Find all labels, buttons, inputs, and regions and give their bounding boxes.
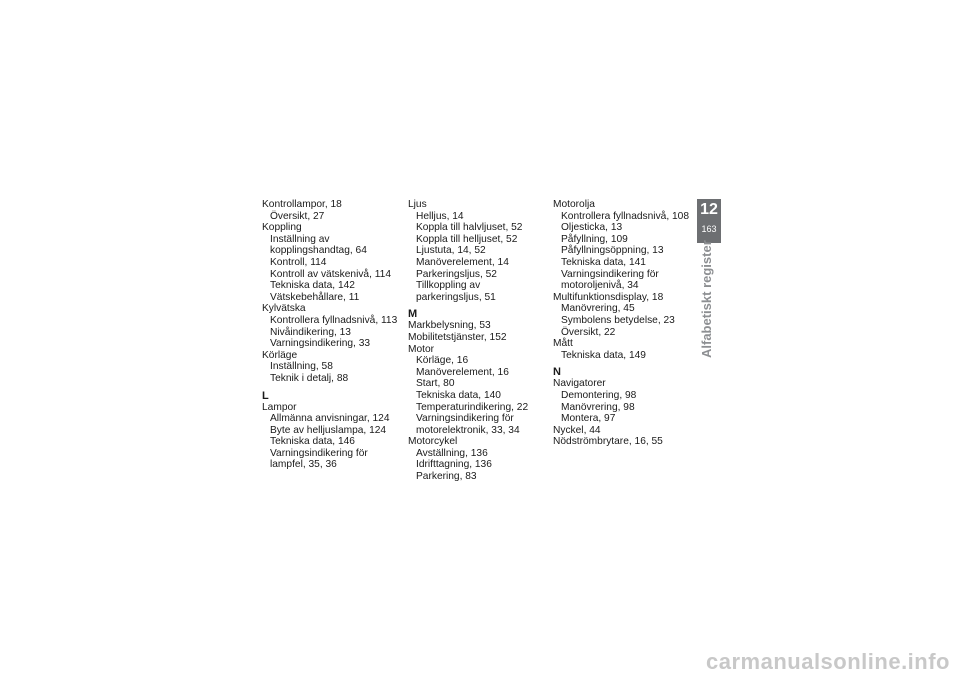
index-entry: Koppling [262, 222, 302, 234]
index-subentry: Körläge, 16 [416, 355, 469, 367]
index-subentry: motoroljenivå, 34 [561, 280, 639, 292]
index-entry: Motorcykel [408, 436, 458, 448]
page-number: 163 [701, 224, 717, 234]
index-subentry: Tillkoppling av [416, 280, 481, 292]
index-entry: Navigatorer [553, 378, 606, 390]
index-entry: Markbelysning, 53 [408, 320, 491, 332]
index-entry: Ljus [408, 199, 427, 210]
index-subentry: Kontrollera fyllnadsnivå, 113 [270, 314, 398, 326]
index-entry: Motor [408, 343, 435, 355]
index-subentry: Vätskebehållare, 11 [270, 291, 360, 303]
index-subentry: Varningsindikering för [561, 268, 659, 280]
index-entry: Kylvätska [262, 303, 306, 315]
index-subentry: Kontrollera fyllnadsnivå, 108 [561, 210, 689, 222]
index-subentry: Tekniska data, 146 [270, 436, 355, 448]
index-subentry: Idrifttagning, 136 [416, 459, 492, 471]
index-entry: Motorolja [553, 199, 595, 210]
index-subentry: Inställning, 58 [270, 361, 333, 373]
index-subentry: Start, 80 [416, 378, 455, 390]
chapter-tab [697, 199, 721, 243]
index-subentry: Oljesticka, 13 [561, 222, 623, 234]
index-subentry: Kontroll av vätskenivå, 114 [270, 268, 391, 280]
index-subentry: Inställning av [270, 233, 330, 245]
index-letter-heading: L [262, 389, 269, 402]
index-entry: Mobilitetstjänster, 152 [408, 331, 507, 343]
index-subentry: Temperaturindikering, 22 [416, 401, 529, 413]
index-subentry: Översikt, 27 [270, 210, 325, 222]
index-entry: Kontrollampor, 18 [262, 199, 342, 210]
watermark: carmanualsonline.info [706, 649, 950, 674]
index-subentry: Parkering, 83 [416, 471, 477, 483]
index-entry: Körläge [262, 349, 298, 361]
index-letter-heading: M [408, 308, 418, 321]
index-subentry: Nivåindikering, 13 [270, 326, 351, 338]
index-subentry: Manöverelement, 14 [416, 256, 509, 268]
index-subentry: Tekniska data, 149 [561, 349, 646, 361]
index-subentry: Parkeringsljus, 52 [416, 268, 497, 280]
index-entry: Nyckel, 44 [553, 424, 601, 436]
index-subentry: kopplingshandtag, 64 [270, 245, 367, 257]
index-subentry: Tekniska data, 142 [270, 280, 355, 292]
index-column-3 [553, 199, 693, 448]
index-subentry: Manövrering, 45 [561, 303, 635, 315]
index-subentry: Påfyllningsöppning, 13 [561, 245, 664, 257]
index-subentry: Påfyllning, 109 [561, 233, 628, 245]
index-column-1 [262, 199, 402, 471]
index-subentry: Montera, 97 [561, 413, 616, 425]
index-subentry: Manövrering, 98 [561, 401, 635, 413]
index-entry: Lampor [262, 401, 297, 413]
index-subentry: Ljustuta, 14, 52 [416, 245, 486, 257]
index-subentry: Avställning, 136 [416, 447, 488, 459]
index-subentry: Varningsindikering, 33 [270, 338, 371, 350]
index-subentry: Helljus, 14 [416, 210, 464, 222]
index-subentry: Varningsindikering för [416, 413, 514, 425]
index-subentry: Byte av helljuslampa, 124 [270, 424, 387, 436]
index-subentry: Översikt, 22 [561, 326, 616, 338]
index-column-2 [408, 199, 548, 483]
index-entry: Mått [553, 338, 573, 350]
index-subentry: lampfel, 35, 36 [270, 459, 337, 471]
index-subentry: Symbolens betydelse, 23 [561, 314, 675, 326]
index-subentry: Tekniska data, 140 [416, 389, 501, 401]
index-subentry: Koppla till halvljuset, 52 [416, 222, 523, 234]
index-subentry: Teknik i detalj, 88 [270, 372, 349, 384]
index-subentry: Kontroll, 114 [270, 256, 327, 268]
index-subentry: Demontering, 98 [561, 389, 637, 401]
index-subentry: motorelektronik, 33, 34 [416, 424, 520, 436]
index-entry: Nödströmbrytare, 16, 55 [553, 436, 663, 448]
index-subentry: parkeringsljus, 51 [416, 291, 496, 303]
index-letter-heading: N [553, 366, 561, 379]
index-subentry: Varningsindikering för [270, 447, 368, 459]
index-subentry: Koppla till helljuset, 52 [416, 233, 518, 245]
index-entry: Multifunktionsdisplay, 18 [553, 291, 664, 303]
index-subentry: Manöverelement, 16 [416, 366, 509, 378]
index-subentry: Allmänna anvisningar, 124 [270, 413, 390, 425]
index-subentry: Tekniska data, 141 [561, 256, 646, 268]
section-title: Alfabetiskt register [699, 240, 714, 358]
chapter-number: 12 [700, 201, 718, 218]
